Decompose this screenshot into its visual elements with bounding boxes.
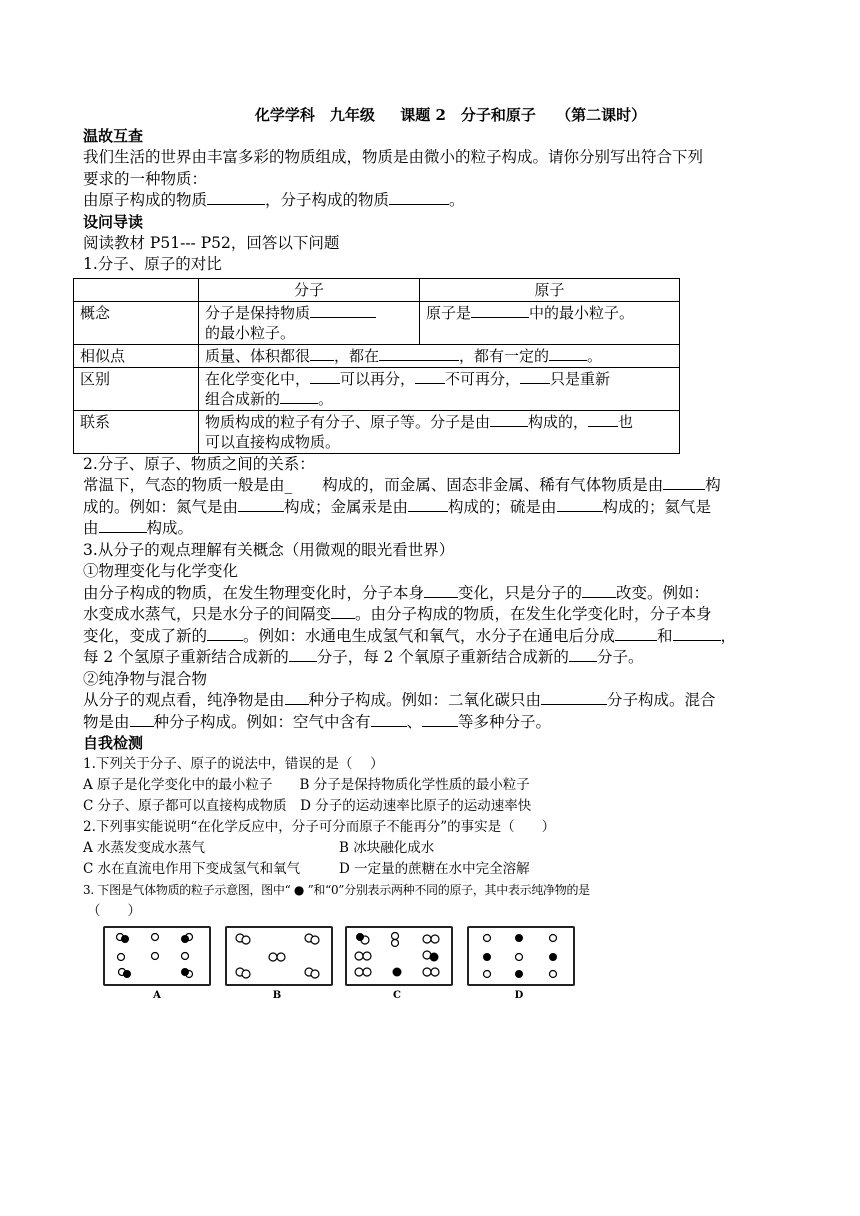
blank[interactable] (389, 190, 449, 205)
figure-label-d: D (514, 990, 524, 1001)
table-row (74, 410, 680, 453)
col-molecule: 分子 (199, 278, 420, 301)
blank[interactable] (424, 583, 458, 598)
blank[interactable] (285, 690, 309, 705)
guide-read: 阅读教材 P51--- P52，回答以下问题 (83, 233, 340, 252)
blank[interactable] (673, 626, 721, 641)
figure-label-a: A (153, 990, 161, 1001)
row-label: 相似点 (74, 344, 199, 367)
selfcheck-q1-options-2: C 分子、原子都可以直接构成物质 D 分子的运动速率比原子的运动速率快 (83, 798, 532, 814)
table-row (74, 301, 680, 344)
review-line-3: 由原子构成的物质 ，分子构成的物质 。 (83, 191, 465, 209)
blank[interactable] (280, 389, 318, 404)
figure-a (103, 926, 211, 986)
question-3-line: 水变成水蒸气，只是水分子的间隔变 。由分子构成的物质，在发生化学变化时，分子本身 (83, 605, 712, 623)
question-3-sub1: ①物理变化与化学变化 (83, 562, 239, 580)
blank[interactable] (408, 497, 448, 512)
blank[interactable] (207, 190, 265, 205)
selfcheck-q2-options-1: A 水蒸发变成水蒸气 B 冰块融化成水 (83, 840, 435, 856)
selfcheck-q1: 1.下列关于分子、原子的说法中，错误的是（ ） (83, 756, 384, 772)
diff-text: 在化学变化中， 可以再分， 不可再分， 只是重新 组合成新的 。 (199, 367, 680, 410)
blank[interactable] (415, 369, 445, 384)
table-row (74, 367, 680, 410)
particle-diagram-b (227, 928, 331, 984)
blank[interactable] (588, 412, 618, 427)
review-line-1: 我们生活的世界由丰富多彩的物质组成，物质是由微小的粒子构成。请你分别写出符合下列 (83, 148, 704, 166)
question-3-line: 由分子构成的物质，在发生物理变化时，分子本身 变化，只是分子的 改变。例如： (83, 583, 710, 602)
review-line-2: 要求的一种物质： (83, 169, 208, 188)
row-label: 区别 (74, 367, 199, 410)
question-3-line: 变化，变成了新的 。例如：水通电生成氢气和氧气，水分子在通电后分成 和 ， (83, 626, 737, 645)
blank[interactable] (569, 647, 597, 662)
blank[interactable] (615, 626, 657, 641)
blank[interactable] (582, 583, 616, 598)
question-2-title: 2.分子、原子、物质之间的关系： (83, 454, 315, 473)
review-text (83, 147, 778, 212)
question-2 (83, 454, 778, 540)
particle-diagram-d (469, 928, 573, 984)
selfcheck-q3: 3. 下图是气体物质的粒子示意图，图中“ ● ”和“0”分别表示两种不同的原子，其中表示纯净物的是 (83, 883, 590, 897)
blank[interactable] (207, 626, 243, 641)
blank[interactable] (371, 712, 407, 727)
blank[interactable] (549, 346, 587, 361)
blank[interactable] (663, 475, 705, 490)
blank[interactable] (130, 712, 154, 727)
question-2-line: 成的。例如：氮气是由 构成；金属汞是由 构成的；硫是由 构成的；氦气是 (83, 497, 712, 516)
selfcheck-heading: 自我检测 (83, 734, 144, 752)
question-3 (83, 540, 778, 734)
blank[interactable] (310, 346, 334, 361)
blank[interactable] (99, 518, 147, 533)
blank[interactable] (520, 369, 550, 384)
question-1-title: 1.分子、原子的对比 (83, 255, 222, 273)
row-label: 概念 (74, 301, 199, 344)
blank[interactable] (310, 369, 340, 384)
question-2-line: 常温下，气态的物质一般是由_ 构成的，而金属、固态非金属、稀有气体物质是由 构 (83, 476, 721, 494)
question-3-line: 从分子的观点看，纯净物是由 种分子构成。例如：二氧化碳只由 分子构成。混合 (83, 691, 716, 709)
blank[interactable] (331, 604, 355, 619)
selfcheck-q2-options-2: C 水在直流电作用下变成氢气和氧气 D 一定量的蔗糖在水中完全溶解 (83, 861, 530, 877)
figure-label-c: C (393, 990, 401, 1001)
figure-label-b: B (272, 990, 282, 1001)
blank[interactable] (310, 303, 376, 318)
row-label: 联系 (74, 410, 199, 453)
comparison-table (73, 278, 680, 454)
col-atom: 原子 (420, 278, 680, 301)
selfcheck-q3-paren: （ ） (87, 903, 141, 919)
figure-d (467, 926, 575, 986)
blank[interactable] (289, 647, 317, 662)
guide-heading: 设问导读 (83, 212, 144, 231)
particle-diagram-a (105, 928, 209, 984)
selfcheck-questions (83, 754, 778, 922)
concept-molecule: 分子是保持物质 的最小粒子。 (199, 301, 420, 344)
question-3-sub2: ②纯净物与混合物 (83, 669, 208, 688)
figure-c (345, 926, 453, 986)
question-3-line: 物是由 种分子构成。例如：空气中含有 、 等多种分子。 (83, 712, 552, 731)
question-2-line: 由 构成。 (83, 519, 194, 537)
blank[interactable] (379, 346, 459, 361)
concept-atom: 原子是 中的最小粒子。 (420, 301, 680, 344)
similar-text: 质量、体积都很 ，都在 ，都有一定的 。 (199, 344, 680, 367)
particle-diagram-c (347, 928, 451, 984)
blank[interactable] (471, 303, 529, 318)
blank[interactable] (541, 690, 607, 705)
blank[interactable] (238, 497, 284, 512)
particle-figures (83, 926, 778, 1006)
selfcheck-q1-options-1: A 原子是化学变化中的最小粒子 B 分子是保持物质化学性质的最小粒子 (83, 777, 530, 793)
selfcheck-q2: 2.下列事实能说明“在化学反应中，分子可分而原子不能再分”的事实是（ ） (83, 819, 556, 835)
link-text: 物质构成的粒子有分子、原子等。分子是由 构成的， 也 可以直接构成物质。 (199, 410, 680, 453)
figure-b (225, 926, 333, 986)
review-heading: 温故互查 (83, 127, 144, 145)
blank[interactable] (490, 412, 528, 427)
blank[interactable] (557, 497, 603, 512)
question-3-line: 每 2 个氢原子重新结合成新的 分子，每 2 个氧原子重新结合成新的 分子。 (83, 648, 644, 666)
table-row (74, 344, 680, 367)
table-header-row (74, 278, 680, 301)
page-title: 化学学科 九年级 课题 2 分子和原子 （第二课时） (254, 106, 647, 124)
worksheet (80, 104, 778, 1006)
blank[interactable] (422, 712, 458, 727)
question-3-title: 3.从分子的观点理解有关概念（用微观的眼光看世界） (83, 540, 455, 559)
